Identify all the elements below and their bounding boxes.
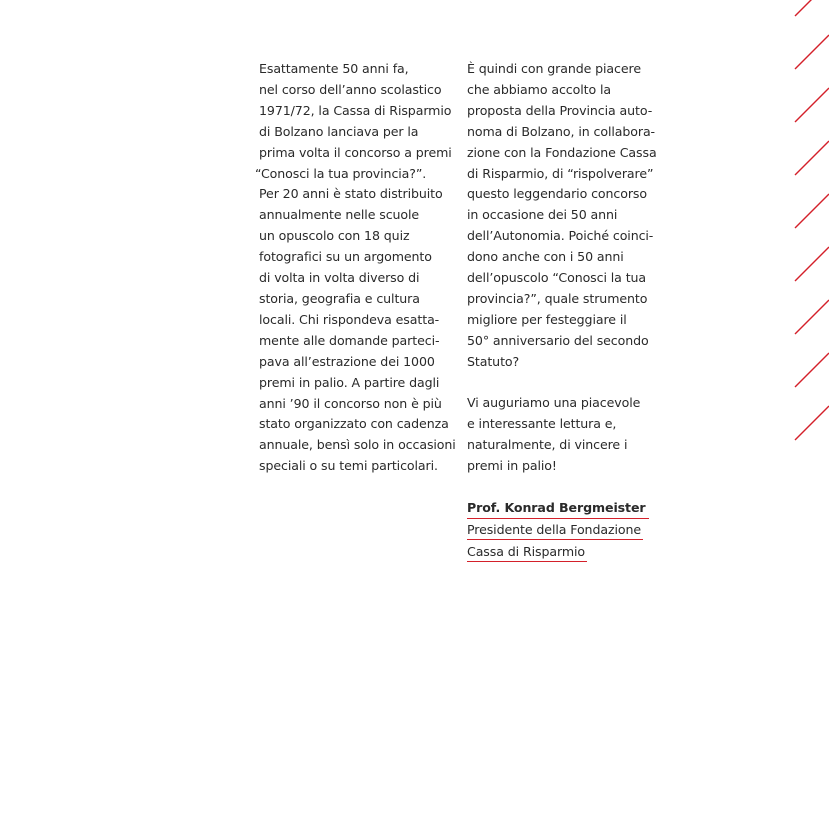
text-line: 50° anniversario del secondo [467, 332, 649, 348]
text-line: Per 20 anni è stato distribuito [259, 186, 443, 202]
text-line: dono anche con i 50 anni [467, 249, 624, 265]
text-line: Vi auguriamo una piacevole [467, 395, 641, 411]
text-line: anni ’90 il concorso non è più [259, 395, 442, 411]
stripe [795, 406, 829, 440]
signature-block [467, 498, 667, 564]
signature-role-line: Presidente della Fondazione [467, 521, 643, 541]
text-line: di volta in volta diverso di [259, 270, 420, 286]
left-text-column [255, 59, 459, 477]
text-line: 1971/72, la Cassa di Risparmio [259, 102, 452, 118]
text-line: Statuto? [467, 353, 520, 369]
text-line: migliore per festeggiare il [467, 311, 627, 327]
text-line: un opuscolo con 18 quiz [259, 228, 410, 244]
text-line: stato organizzato con cadenza [259, 416, 449, 432]
stripe-group [795, 0, 829, 440]
text-line: mente alle domande parteci- [259, 332, 440, 348]
stripe [795, 353, 829, 387]
text-line: annualmente nelle scuole [259, 207, 420, 223]
right-text-column [467, 59, 667, 564]
text-line: naturalmente, di vincere i [467, 437, 628, 453]
text-line: dell’opuscolo “Conosci la tua [467, 270, 647, 286]
text-line: storia, geografia e cultura [259, 290, 420, 306]
stripe [795, 0, 829, 16]
text-line: dell’Autonomia. Poiché coinci- [467, 228, 654, 244]
text-line: provincia?”, quale strumento [467, 290, 648, 306]
text-line: Esattamente 50 anni fa, [259, 61, 409, 76]
text-line: annuale, bensì solo in occasioni [259, 437, 456, 453]
text-line: in occasione dei 50 anni [467, 207, 618, 223]
stripe [795, 247, 829, 281]
text-line: di Bolzano lanciava per la [259, 123, 419, 139]
paragraph-wishes [467, 393, 667, 477]
signature-name: Prof. Konrad Bergmeister [467, 499, 649, 519]
paragraph-spacer [467, 373, 667, 394]
paragraph-spacer [467, 477, 667, 498]
text-line: premi in palio. A partire dagli [259, 374, 440, 390]
text-line: pava all’estrazione dei 1000 [259, 353, 435, 369]
stripe [795, 88, 829, 122]
stripe [795, 194, 829, 228]
stripe [795, 300, 829, 334]
text-line: locali. Chi rispondeva esatta- [259, 311, 440, 327]
text-line: fotografici su un argomento [259, 249, 432, 265]
text-line: prima volta il concorso a premi [259, 144, 452, 160]
stripe [795, 35, 829, 69]
paragraph-intro [467, 59, 667, 373]
text-line: nel corso dell’anno scolastico [259, 81, 442, 97]
text-line: speciali o su temi particolari. [259, 458, 438, 474]
text-line: e interessante lettura e, [467, 416, 617, 432]
text-line: È quindi con grande piacere [467, 61, 641, 76]
signature-role-line: Cassa di Risparmio [467, 543, 587, 563]
text-line: noma di Bolzano, in collabora- [467, 123, 656, 139]
text-line: proposta della Provincia auto- [467, 102, 653, 118]
text-line: questo leggendario concorso [467, 186, 647, 202]
decorative-diagonal-stripes [790, 0, 829, 450]
text-line: “Conosci la tua provincia?”. [255, 165, 427, 181]
stripe [795, 141, 829, 175]
text-line: di Risparmio, di “rispolverare” [467, 165, 654, 181]
text-line: che abbiamo accolto la [467, 81, 611, 97]
text-line: premi in palio! [467, 458, 557, 474]
text-line: zione con la Fondazione Cassa [467, 144, 657, 160]
